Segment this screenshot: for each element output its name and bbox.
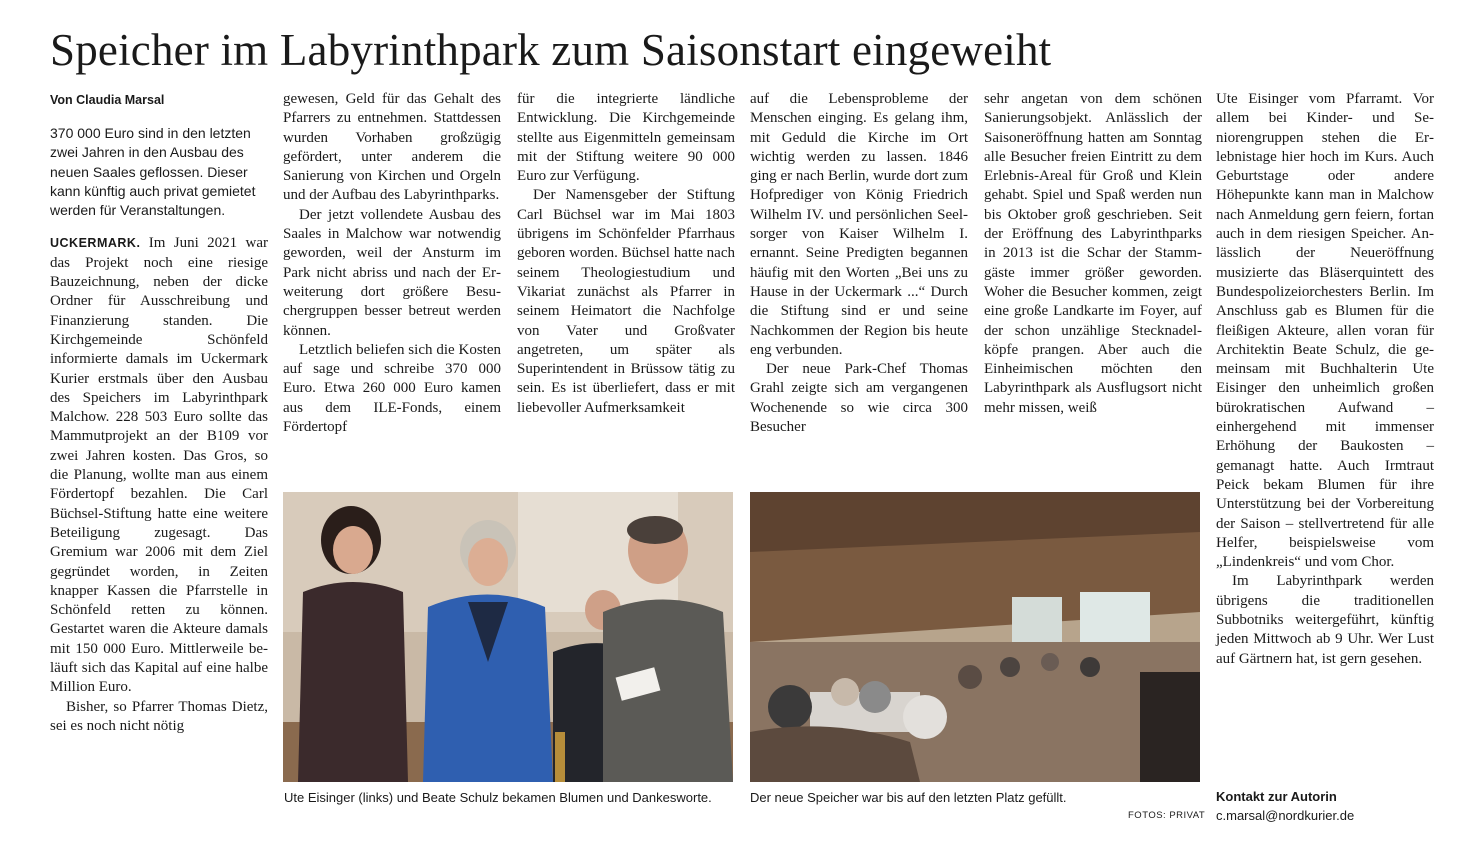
paragraph: sehr angetan von dem schönen Sanierungsobjekt. Anlässlich der Saisoneröffnung hatten am Sonntag alle Besucher freien Eintritt zu dem Erlebnis-Areal für Groß und Klein gehabt. Spiel und Spaß werden nun bis Oktober groß geschrieben. Seit der Eröffnung des Labyrinthparks in 2013 ist die Schar der Stammgäste immer größer geworden. Woher die Besucher kommen, zeigt eine große Landkarte im Foyer, auf der schon unzählige Stecknadelköpfe prangen. Aber auch die Einheimischen möchten den Labyrinthpark als Ausflugsort nicht mehr missen, weiß [984,91,1202,416]
paragraph: gewesen, Geld für das Gehalt des Pfarrers zu entnehmen. Stattdessen wurden Vorhaben großzügig gefördert, unter anderem die Sanierung von Kirchen und Orgeln und der Aufbau des Labyrinthparks. [283,91,501,204]
paragraph: auf die Lebensprobleme der Menschen einging. Es gelang ihm, mit Geduld die Kirche im Ort wichtig werden zu lassen. 1846 ging er nach Berlin, wurde dort zum Hofprediger von König Friedrich Wilhelm IV. und persönlichen Seelsorger von Kaiser Wilhelm I. ernannt. Seine Predigten begannen häufig mit den Worten „Bei uns zu Hause in der Uckermark ...“ Durch die Stiftung sind er und seine Nachkommen der Region bis heute eng verbunden. [750,91,968,358]
paragraph: Der Namensgeber der Stiftung Carl Büchsel war im Mai 1803 übrigens im Schönfelder Pfarrhaus geboren worden. Büchsel hatte nach seinem Theologiestudium und Vikariat zunächst als Pfarrer in seinem Heimatort die Nachfolge von Vater und Großvater angetreten, um später als Superintendent in Brüssow tätig zu sein. Es ist überliefert, dass er mit liebevoller Aufmerksamkeit [517,187,735,416]
paragraph: Der neue Park-Chef Thomas Grahl zeigte sich am vergangenen Wochenende so wie circa 300 Besucher [750,361,968,436]
dateline: UCKERMARK. [50,236,141,251]
contact-label: Kontakt zur Autorin [1216,789,1337,804]
paragraph: für die integrierte ländliche Entwicklung. Die Kirchgemeinde stellte aus Eigenmitteln gemeinsam mit der Stiftung weitere 90 000 Euro zur Verfügung. [517,91,735,185]
author-contact [1216,787,1436,825]
article-column-3 [517,90,735,418]
paragraph: Ute Eisinger vom Pfarramt. Vor allem bei Kinder- und Seniorengruppen stehen die Erlebnistage hier hoch im Kurs. Auch Geburtstage oder andere Höhepunkte kann man in Malchow nach Anmeldung gern feiern, fortan auch in dem riesigen Speicher. Anlässlich der Neueröffnung musizierte das Bläserquintett des Bundespolizeiorchesters Berlin. Im Anschluss gab es Blumen für die fleißigen Akteure, allen voran für Architektin Beate Schulz, die gemeinsam mit Buchhalterin Ute Eisinger den unheimlich großen bürokratischen Aufwand – einhergehend mit immenser Erhöhung der Baukosten – gemanagt hatte. Auch Irmtraut Peick bekam Blumen für ihre Unterstützung bei der Vorbereitung der Saison – stellvertretend für alle Helfer, beispielsweise vom „Lindenkreis“ und vom Chor. [1216,91,1434,571]
photo-hall-image [750,492,1200,782]
paragraph: Im Labyrinthpark werden übrigens die traditionellen Subbotniks weitergeführt, künftig jeden Mittwoch ab 9 Uhr. Wer Lust auf Gärtnern hat, ist gern gesehen. [1216,573,1434,667]
paragraph: Der jetzt vollendete Ausbau des Saales in Malchow war notwendig geworden, weil der Ansturm im Park nicht abriss und nach der Erweiterung dort größere Besuchergruppen besser betreut werden können. [283,206,501,339]
byline: Von Claudia Marsal [50,93,165,107]
article-column-6 [1216,90,1434,669]
photo-credit: FOTOS: PRIVAT [1128,810,1206,821]
lead-paragraph: 370 000 Euro sind in den letzten zwei Jahren in den Ausbau des neuen Saales geflossen. Dieser kann künftig auch privat gemietet werden für Veranstaltungen. [50,125,256,219]
paragraph: Bisher, so Pfarrer Thomas Dietz, sei es noch nicht nötig [50,698,268,734]
photo-caption-right: Der neue Speicher war bis auf den letzten Platz gefüllt. [750,790,1067,805]
photo-hall [750,492,1200,782]
article-column-4 [750,90,968,437]
photo-people-image [283,492,733,782]
paragraph-text: Im Juni 2021 war das Projekt noch eine riesige Bauzeichnung, neben der dicke Ordner für Ausschreibung und Finanzierung standen. Die Kirchgemeinde Schönfeld informierte damals im Uckermark Kurier erstmals über den Ausbau des Speichers im Labyrinthpark Malchow. 228 503 Euro sollte das Mammutprojekt an der B109 vor zwei Jahren kosten. Das Gros, so die Planung, wollte man aus einem Fördertopf bezahlen. Die Carl Büchsel-Stiftung hatte eine weitere Beteiligung zugesagt. Das Gremium war 2006 mit dem Ziel gegründet worden, in Zeiten knapper Kassen die Pfarrstelle in Schönfeld retten zu können. Gestartet waren die Akteure damals mit 150 000 Euro. Mittlerweile beläuft sich das Kapital auf eine halbe Million Euro. [50,235,269,696]
contact-email[interactable]: c.marsal@nordkurier.de [1216,808,1355,823]
article-column-2 [283,90,501,437]
article-column-1 [50,90,268,736]
headline: Speicher im Labyrinthpark zum Saisonstart eingeweiht [50,25,1052,75]
photo-caption-left: Ute Eisinger (links) und Beate Schulz bekamen Blumen und Dankesworte. [284,790,712,805]
photo-people [283,492,733,782]
paragraph [50,234,268,697]
article-column-5 [984,90,1202,418]
paragraph: Letztlich beliefen sich die Kosten auf sage und schreibe 370 000 Euro. Etwa 260 000 Euro kamen aus dem ILE-Fonds, einem Fördertopf [283,341,501,436]
